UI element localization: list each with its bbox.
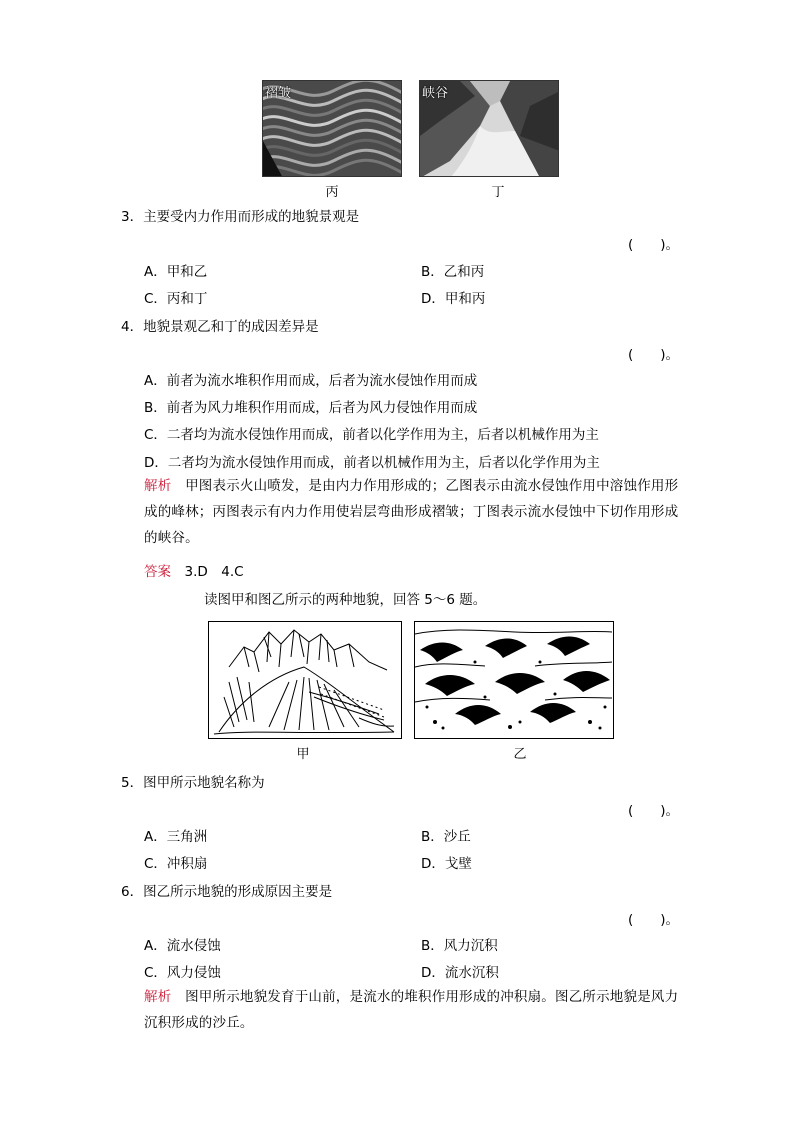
- explanation-2: [144, 984, 684, 1036]
- q5-option-b: B．沙丘: [421, 829, 471, 845]
- q6-stem: 6．图乙所示地貌的形成原因主要是: [121, 884, 333, 900]
- q3-answer-blank: ( )。: [628, 237, 680, 253]
- q5-stem: 5．图甲所示地貌名称为: [121, 775, 265, 791]
- photo-gorge-label: 峡谷: [422, 86, 449, 101]
- photo-fold-label: 褶皱: [265, 86, 292, 101]
- sketch-alluvial-fan: [208, 621, 402, 739]
- sketch-jia-caption: 甲: [296, 747, 310, 762]
- sand-dunes-drawing: [415, 622, 612, 737]
- q6-answer-blank: ( )。: [628, 912, 680, 928]
- q3-stem: 3．主要受内力作用而形成的地貌景观是: [121, 209, 360, 225]
- q5-answer-blank: ( )。: [628, 803, 680, 819]
- sketch-yi-caption: 乙: [513, 747, 527, 762]
- q3-option-a: A．甲和乙: [144, 264, 208, 280]
- q4-option-c: C．二者均为流水侵蚀作用而成，前者以化学作用为主，后者以机械作用为主: [144, 427, 599, 443]
- explanation-2-label: 解析: [144, 989, 172, 1005]
- photo-fold-caption: 丙: [325, 185, 339, 200]
- photo-fold: [262, 80, 402, 177]
- answer-1: [144, 560, 244, 580]
- answer-1-text: 3.D 4.C: [184, 564, 244, 580]
- q5-option-d: D．戈壁: [421, 856, 472, 872]
- explanation-1-line3: 的峡谷。: [144, 530, 199, 546]
- explanation-1-line1: 甲图表示火山喷发，是由内力作用形成的；乙图表示由流水侵蚀作用中溶蚀作用形: [185, 478, 679, 494]
- q6-option-d: D．流水沉积: [421, 965, 499, 981]
- q4-answer-blank: ( )。: [628, 347, 680, 363]
- q6-option-c: C．风力侵蚀: [144, 965, 221, 981]
- q5-option-c: C．冲积扇: [144, 856, 208, 872]
- explanation-2-line1: 图甲所示地貌发育于山前，是流水的堆积作用形成的冲积扇。图乙所示地貌是风力: [185, 989, 679, 1005]
- alluvial-fan-drawing: [209, 622, 400, 737]
- photo-gorge: [419, 80, 559, 177]
- explanation-2-line2: 沉积形成的沙丘。: [144, 1015, 254, 1031]
- explanation-1: [144, 473, 684, 551]
- q5-option-a: A．三角洲: [144, 829, 208, 845]
- q6-option-a: A．流水侵蚀: [144, 938, 221, 954]
- explanation-1-label: 解析: [144, 478, 172, 494]
- q3-option-b: B．乙和丙: [421, 264, 485, 280]
- q4-option-a: A．前者为流水堆积作用而成，后者为流水侵蚀作用而成: [144, 373, 478, 389]
- q6-option-b: B．风力沉积: [421, 938, 498, 954]
- q4-option-d: D．二者均为流水侵蚀作用而成，前者以机械作用为主，后者以化学作用为主: [144, 455, 600, 471]
- explanation-1-line2: 成的峰林；丙图表示有内力作用使岩层弯曲形成褶皱；丁图表示流水侵蚀中下切作用形成: [144, 504, 679, 520]
- sketch-sand-dunes: [414, 621, 614, 739]
- q4-stem: 4．地貌景观乙和丁的成因差异是: [121, 319, 319, 335]
- q3-option-c: C．丙和丁: [144, 291, 208, 307]
- photo-gorge-caption: 丁: [491, 185, 505, 200]
- q3-option-d: D．甲和丙: [421, 291, 486, 307]
- q4-option-b: B．前者为风力堆积作用而成，后者为风力侵蚀作用而成: [144, 400, 478, 416]
- answer-1-label: 答案: [144, 564, 171, 580]
- intro-q5-6: 读图甲和图乙所示的两种地貌，回答 5～6 题。: [204, 592, 487, 608]
